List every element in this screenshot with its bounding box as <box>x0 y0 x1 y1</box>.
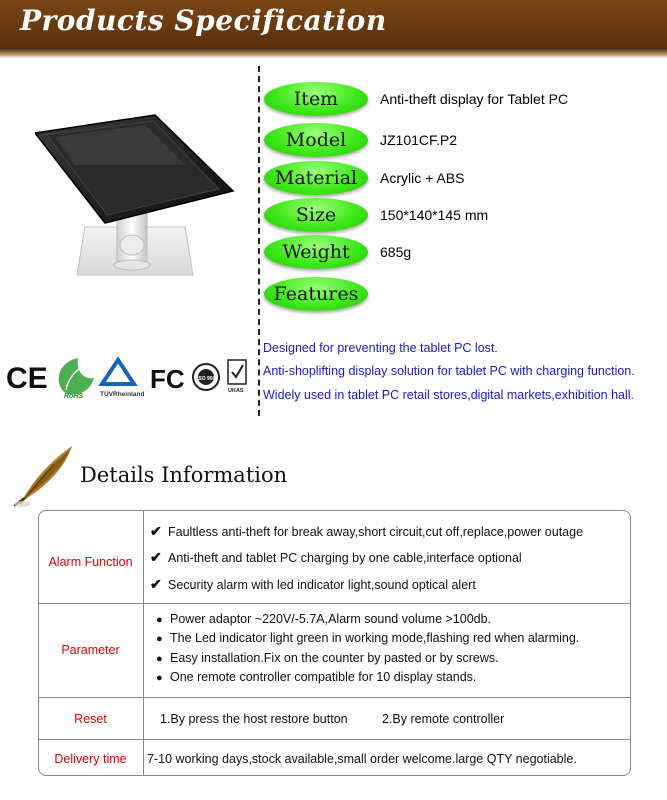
feature-line: Widely used in tablet PC retail stores,digital markets,exhibition hall. <box>263 388 635 402</box>
ce-logo <box>6 362 48 395</box>
iso-text: ISO 9001 <box>197 376 219 382</box>
spec-label-pill: Item <box>264 82 368 116</box>
spec-value: JZ101CF.P2 <box>380 132 458 148</box>
reset-option-2: 2.By remote controller <box>382 712 505 726</box>
spec-value: Anti-theft display for Tablet PC <box>380 91 569 107</box>
spec-label-pill: Size <box>264 198 368 232</box>
ukas-text: UKAS <box>228 388 244 394</box>
reset-option-1: 1.By press the host restore button <box>160 712 348 726</box>
spec-row-features <box>264 277 664 311</box>
spec-row-material <box>264 161 664 195</box>
row-label-reset: Reset <box>74 712 107 726</box>
row-label-delivery: Delivery time <box>54 752 127 766</box>
alarm-item: ✔ Security alarm with led indicator light,sound optical alert <box>150 576 476 592</box>
bullet-icon: ● <box>156 633 163 645</box>
details-title: Details Information <box>80 463 288 487</box>
alarm-item: ✔ Faultless anti-theft for break away,short circuit,cut off,replace,power outage <box>150 523 584 539</box>
delivery-value: 7-10 working days,stock available,small order welcome.large QTY negotiable. <box>147 752 577 766</box>
tuv-text: TÜVRheinland <box>100 391 145 398</box>
spec-label-pill: Model <box>264 123 368 157</box>
bullet-icon: ● <box>156 614 163 626</box>
checkmark-icon: ✔ <box>150 549 162 565</box>
spec-row-item <box>264 82 664 116</box>
parameter-item: ● One remote controller compatible for 10 display stands. <box>156 670 477 684</box>
fc-mark: FC <box>150 364 185 394</box>
certification-logos <box>6 352 256 402</box>
ce-mark: CE <box>6 362 48 395</box>
spec-label-pill: Material <box>264 161 368 195</box>
spec-label-pill: Weight <box>264 235 368 269</box>
product-image <box>35 95 235 280</box>
table-row-divider <box>38 603 631 604</box>
header-banner <box>0 0 667 48</box>
table-row-divider <box>38 739 631 740</box>
fc-logo <box>150 364 185 394</box>
alarm-item: ✔ Anti-theft and tablet PC charging by one cable,interface optional <box>150 549 522 565</box>
spec-label-pill: Features <box>264 277 368 311</box>
checkmark-icon: ✔ <box>150 576 162 592</box>
page-title: Products Specification <box>20 4 387 37</box>
iso-logo <box>193 364 219 390</box>
row-label-parameter: Parameter <box>61 643 120 657</box>
bullet-icon: ● <box>156 672 163 684</box>
row-label-alarm: Alarm Function <box>48 555 133 569</box>
quill-feather-icon <box>10 440 78 510</box>
spec-value: 150*140*145 mm <box>380 207 489 223</box>
rohs-text: RoHS <box>64 393 84 400</box>
spec-row-model <box>264 123 664 157</box>
spec-value: 685g <box>380 244 412 260</box>
spec-row-size <box>264 198 664 232</box>
feature-line: Designed for preventing the tablet PC lost. <box>263 341 498 355</box>
spec-value: Acrylic + ABS <box>380 170 465 186</box>
feature-line: Anti-shoplifting display solution for tablet PC with charging function. <box>263 364 635 378</box>
tuv-logo <box>100 360 144 398</box>
banner-underline <box>0 48 667 58</box>
vertical-divider <box>258 66 260 416</box>
checkmark-icon: ✔ <box>150 523 162 539</box>
table-row-divider <box>38 697 631 698</box>
parameter-item: ● The Led indicator light green in working mode,flashing red when alarming. <box>156 631 580 645</box>
bullet-icon: ● <box>156 653 163 665</box>
ukas-logo <box>228 360 246 394</box>
rohs-logo <box>59 358 94 400</box>
table-column-divider <box>143 510 144 776</box>
parameter-item: ● Power adaptor ~220V/-5.7A,Alarm sound volume >100db. <box>156 612 492 626</box>
parameter-item: ● Easy installation.Fix on the counter by pasted or by screws. <box>156 651 499 665</box>
spec-row-weight <box>264 235 664 269</box>
